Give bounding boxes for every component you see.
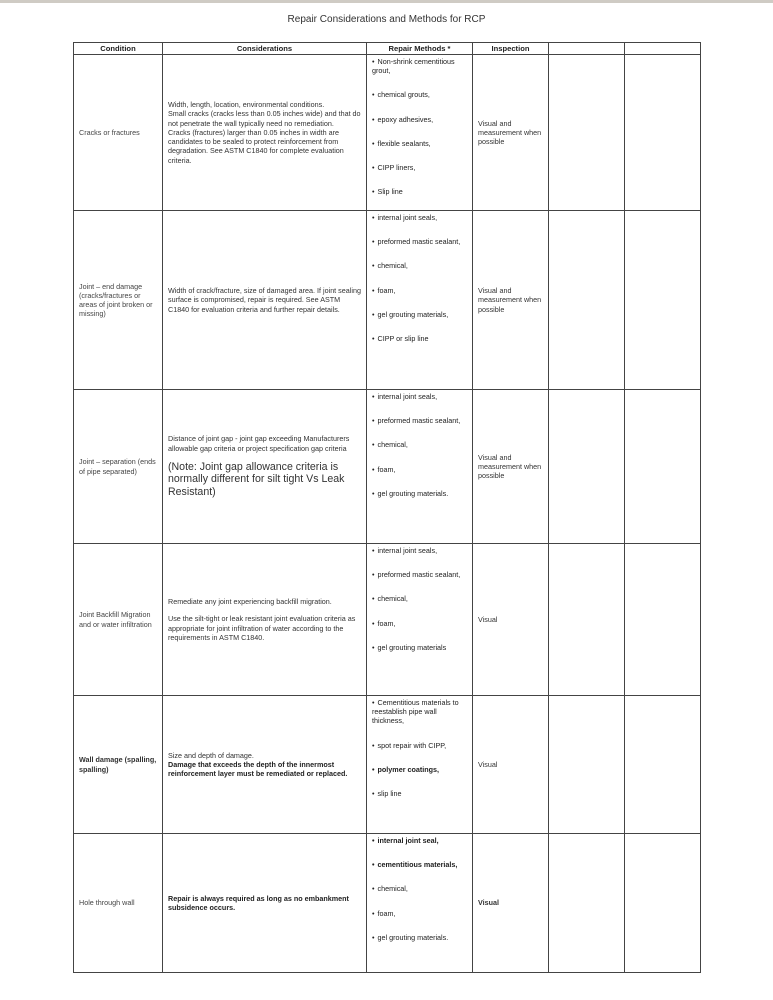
blank-cell	[625, 211, 701, 390]
method-item: • internal joint seals,	[372, 546, 467, 555]
table-row	[74, 211, 701, 390]
repair-methods-cell	[367, 211, 473, 390]
table-row	[74, 55, 701, 211]
table-row	[74, 696, 701, 834]
table-row	[74, 834, 701, 973]
repair-methods-cell	[367, 544, 473, 696]
method-item: • Slip line	[372, 187, 467, 196]
blank-cell	[625, 834, 701, 973]
inspection-cell: Visual	[473, 544, 549, 696]
inspection-cell: Visual and measurement when possible	[473, 55, 549, 211]
consideration-text: Damage that exceeds the depth of the innermost reinforcement layer must be remediated or replaced.	[168, 759, 348, 779]
window-top-edge	[0, 0, 773, 3]
method-item: • preformed mastic sealant,	[372, 416, 467, 425]
method-item: • Cementitious materials to reestablish pipe wall thickness,	[372, 698, 467, 726]
blank-cell	[625, 55, 701, 211]
method-item: • chemical grouts,	[372, 90, 467, 99]
inspection-cell: Visual	[473, 834, 549, 973]
method-item: • chemical,	[372, 594, 467, 603]
consideration-text: Size and depth of damage.	[168, 750, 254, 760]
considerations-cell	[163, 390, 367, 544]
method-item: • gel grouting materials	[372, 643, 467, 652]
method-item: • preformed mastic sealant,	[372, 237, 467, 246]
method-item: • spot repair with CIPP,	[372, 741, 467, 750]
method-item: • slip line	[372, 789, 467, 798]
method-item: • foam,	[372, 909, 467, 918]
header-condition: Condition	[74, 43, 163, 55]
considerations-cell	[163, 544, 367, 696]
header-blank-2	[625, 43, 701, 55]
blank-cell	[549, 55, 625, 211]
consideration-text: Width of crack/fracture, size of damaged area. If joint sealing surface is compromised, repair is required. See ASTM C1840 for evaluation criteria and further repair details.	[168, 286, 361, 314]
header-blank-1	[549, 43, 625, 55]
considerations-cell	[163, 55, 367, 211]
method-item: • flexible sealants,	[372, 139, 467, 148]
method-item: • internal joint seals,	[372, 392, 467, 401]
blank-cell	[625, 390, 701, 544]
blank-cell	[549, 211, 625, 390]
method-item: • chemical,	[372, 884, 467, 893]
method-item: • cementitious materials,	[372, 860, 467, 869]
header-inspection: Inspection	[473, 43, 549, 55]
method-item: • foam,	[372, 619, 467, 628]
consideration-text: Width, length, location, environmental conditions.	[168, 100, 325, 110]
blank-cell	[549, 696, 625, 834]
inspection-cell: Visual and measurement when possible	[473, 390, 549, 544]
consideration-text: Use the silt-tight or leak resistant joint evaluation criteria as appropriate for joint infiltration of water according to the requirements in ASTM C1840.	[168, 614, 356, 642]
condition-cell: Joint Backfill Migration and or water infiltration	[74, 544, 163, 696]
condition-cell: Joint – end damage (cracks/fractures or areas of joint broken or missing)	[74, 211, 163, 390]
method-item: • foam,	[372, 465, 467, 474]
condition-cell: Cracks or fractures	[74, 55, 163, 211]
condition-cell: Hole through wall	[74, 834, 163, 973]
repair-methods-cell	[367, 390, 473, 544]
condition-cell: Joint – separation (ends of pipe separated)	[74, 390, 163, 544]
method-item: • internal joint seals,	[372, 213, 467, 222]
method-item: • Non-shrink cementitious grout,	[372, 57, 467, 75]
method-item: • preformed mastic sealant,	[372, 570, 467, 579]
repair-methods-cell	[367, 834, 473, 973]
header-considerations: Considerations	[163, 43, 367, 55]
consideration-text: Distance of joint gap - joint gap exceeding Manufacturers allowable gap criteria or project specification gap criteria	[168, 434, 350, 453]
method-item: • gel grouting materials.	[372, 933, 467, 942]
method-item: • internal joint seal,	[372, 836, 467, 845]
consideration-text: Cracks (fractures) larger than 0.05 inches in width are candidates to be sealed to protect reinforcement from degradation. See ASTM C1840 for complete evaluation criteria.	[168, 127, 344, 165]
method-item: • CIPP liners,	[372, 163, 467, 172]
condition-cell: Wall damage (spalling, spalling)	[74, 696, 163, 834]
document-title: Repair Considerations and Methods for RCP	[287, 14, 486, 25]
method-item: • CIPP or slip line	[372, 334, 467, 343]
method-item: • gel grouting materials.	[372, 489, 467, 498]
method-item: • epoxy adhesives,	[372, 115, 467, 124]
blank-cell	[549, 544, 625, 696]
considerations-cell	[163, 696, 367, 834]
method-item: • chemical,	[372, 440, 467, 449]
repair-methods-cell	[367, 55, 473, 211]
table-row	[74, 544, 701, 696]
consideration-text: Repair is always required as long as no embankment subsidence occurs.	[168, 893, 349, 912]
blank-cell	[549, 834, 625, 973]
blank-cell	[625, 696, 701, 834]
table-row	[74, 390, 701, 544]
consideration-text: Remediate any joint experiencing backfill migration.	[168, 597, 332, 607]
repair-considerations-table	[73, 42, 701, 973]
method-item: • foam,	[372, 286, 467, 295]
header-repair-methods: Repair Methods *	[367, 43, 473, 55]
repair-methods-cell	[367, 696, 473, 834]
table-header-row	[74, 43, 701, 55]
inspection-cell: Visual	[473, 696, 549, 834]
inspection-cell: Visual and measurement when possible	[473, 211, 549, 390]
method-item: • chemical,	[372, 261, 467, 270]
method-item: • polymer coatings,	[372, 765, 467, 774]
blank-cell	[549, 390, 625, 544]
consideration-note: (Note: Joint gap allowance criteria is normally different for silt tight Vs Leak Resistant)	[168, 460, 345, 498]
considerations-cell	[163, 211, 367, 390]
considerations-cell	[163, 834, 367, 973]
consideration-text: Small cracks (cracks less than 0.05 inches wide) and that do not penetrate the wall typically need no remediation.	[168, 109, 361, 128]
method-item: • gel grouting materials,	[372, 310, 467, 319]
blank-cell	[625, 544, 701, 696]
